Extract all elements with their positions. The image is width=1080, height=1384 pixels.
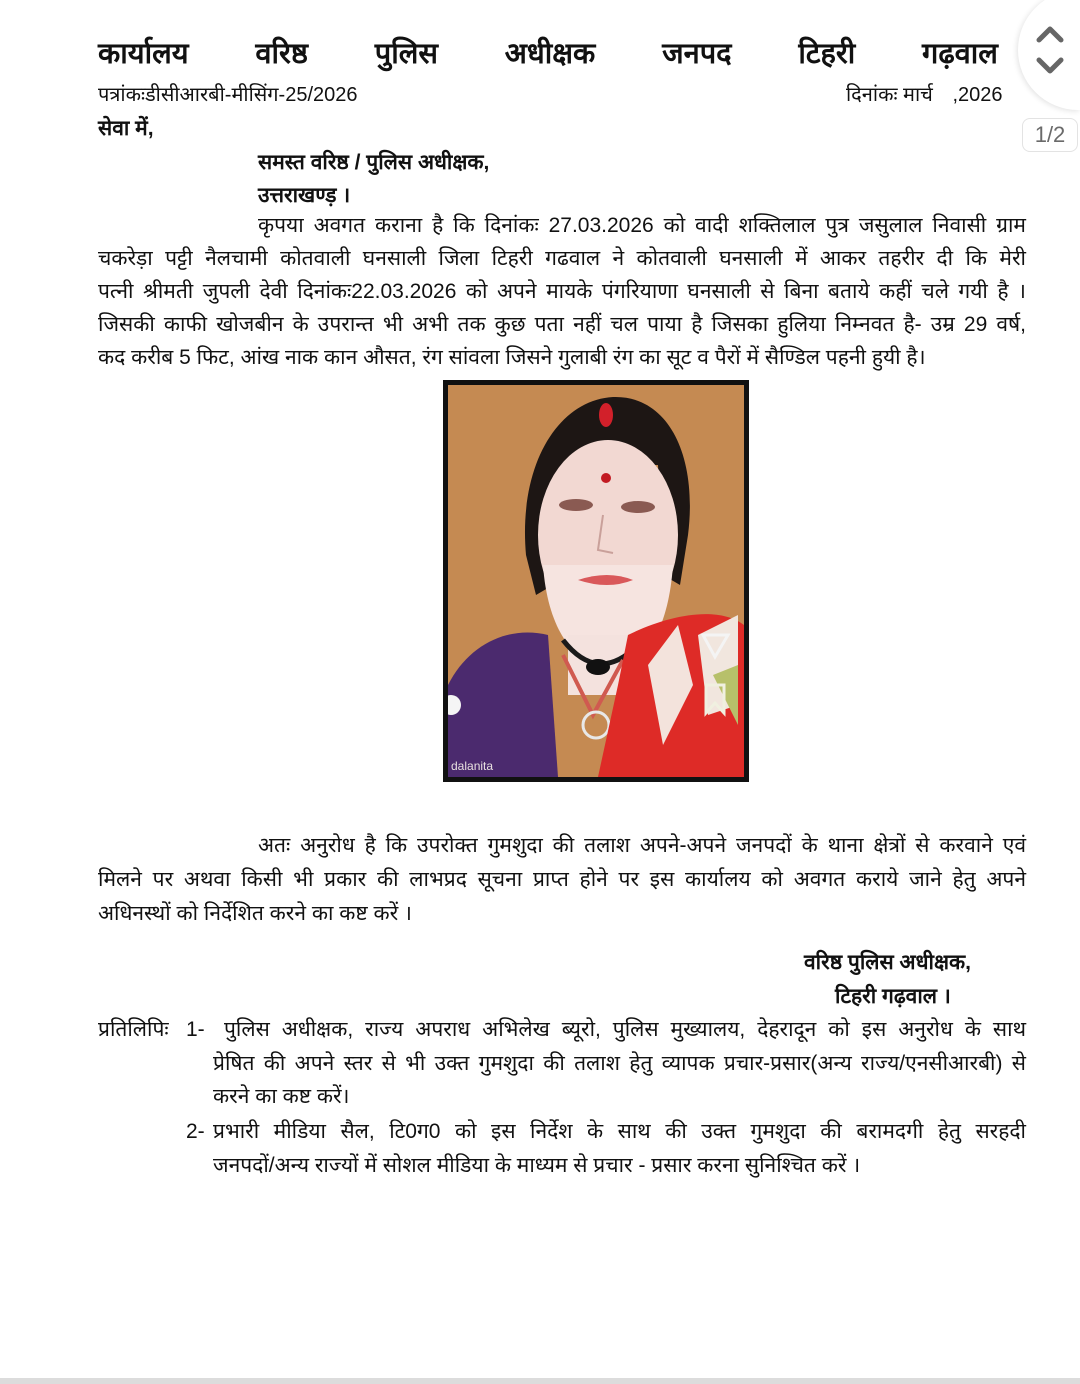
body-line: पत्नी श्रीमती जुपली देवी दिनांकः22.03.2026 को अपने मायके पंगरियाणा घनसाली से बिना बताये कहीं चले गयी है । [98, 280, 1026, 303]
recipient-line-2: उत्तराखण्ड़ । [258, 184, 351, 207]
reference-number: पत्रांकःडीसीआरबी-मीसिंग-25/2026 [98, 84, 358, 106]
body-line: जिसकी काफी खोजबीन के उपरान्त भी अभी तक कुछ पता नहीं चल पाया है जिसका हुलिया निम्नवत है- उम्र 29 वर्ष, [98, 313, 1026, 336]
copy-item-line: पुलिस अधीक्षक, राज्य अपराध अभिलेख ब्यूरो, पुलिस मुख्यालय, देहरादून को इस अनुरोध के साथ [224, 1018, 1026, 1041]
copy-item-number: 2- [186, 1120, 205, 1143]
copy-item-line: जनपदों/अन्य राज्यों में सोशल मीडिया के माध्यम से प्रचार - प्रसार करना सुनिश्चित करें । [213, 1154, 861, 1177]
request-line: अतः अनुरोध है कि उपरोक्त गुमशुदा की तलाश अपने-अपने जनपदों के थाना क्षेत्रों से करवाने एवं [258, 834, 1026, 857]
heading-word: टिहरी [798, 37, 856, 70]
letter-date-year: ,2026 [952, 84, 1003, 106]
bottom-scrollbar-strip [0, 1378, 1080, 1384]
letter-heading [98, 28, 998, 76]
heading-word: वरिष्ठ [255, 37, 308, 70]
photo-watermark: dalanita [451, 759, 494, 773]
letter-date-label: दिनांकः मार्च [846, 84, 933, 106]
heading-word: गढ़वाल [922, 37, 998, 70]
portrait-illustration [448, 385, 744, 777]
copy-item-line: करने का कष्ट करें। [213, 1085, 350, 1108]
body-line: कद करीब 5 फिट, आंख नाक कान औसत, रंग सांवला जिसने गुलाबी रंग का सूट व पैरों में सैण्डिल पहनी हुयी है। [98, 346, 926, 369]
missing-person-photo-frame [443, 380, 749, 782]
request-line: मिलने पर अथवा किसी भी प्रकार की लाभप्रद सूचना प्राप्त होने पर इस कार्यालय को अवगत कराये जाने हेतु अपने [98, 868, 1026, 891]
body-line: चकरेड़ा पट्टी नैलचामी कोतवाली घनसाली जिला टिहरी गढवाल ने कोतवाली घनसाली में आकर तहरीर दी कि मेरी [98, 247, 1026, 270]
signature-district: टिहरी गढ़वाल । [835, 985, 951, 1008]
heading-word: अधीक्षक [504, 37, 596, 70]
request-line: अधिनस्थों को निर्देशित करने का कष्ट करें । [98, 902, 413, 925]
chevron-down-icon[interactable] [1030, 46, 1070, 86]
recipient-line-1: समस्त वरिष्ठ / पुलिस अधीक्षक, [258, 151, 490, 174]
heading-word: जनपद [662, 37, 732, 70]
salutation: सेवा में, [98, 117, 154, 140]
page-scroll-handle[interactable] [1018, 0, 1080, 110]
copy-item-line: प्रेषित की अपने स्तर से भी उक्त गुमशुदा की तलाश हेतु व्यापक प्रचार-प्रसार(अन्य राज्य/एनसीआरबी) से [213, 1052, 1026, 1075]
letter-date [846, 80, 1003, 107]
signature-designation: वरिष्ठ पुलिस अधीक्षक, [804, 951, 971, 974]
copy-item-number: 1- [186, 1018, 205, 1041]
missing-person-photo [448, 385, 744, 777]
page-indicator: 1/2 [1022, 118, 1078, 152]
copy-label: प्रतिलिपिः [98, 1018, 169, 1041]
body-line: कृपया अवगत कराना है कि दिनांकः 27.03.2026 को वादी शक्तिलाल पुत्र जसुलाल निवासी ग्राम [258, 214, 1026, 237]
copy-item-line: प्रभारी मीडिया सैल, टि0ग0 को इस निर्देश के साथ की उक्त गुमशुदा की बरामदगी हेतु सरहदी [213, 1120, 1026, 1143]
heading-word: पुलिस [374, 37, 438, 70]
heading-word: कार्यालय [98, 37, 189, 70]
